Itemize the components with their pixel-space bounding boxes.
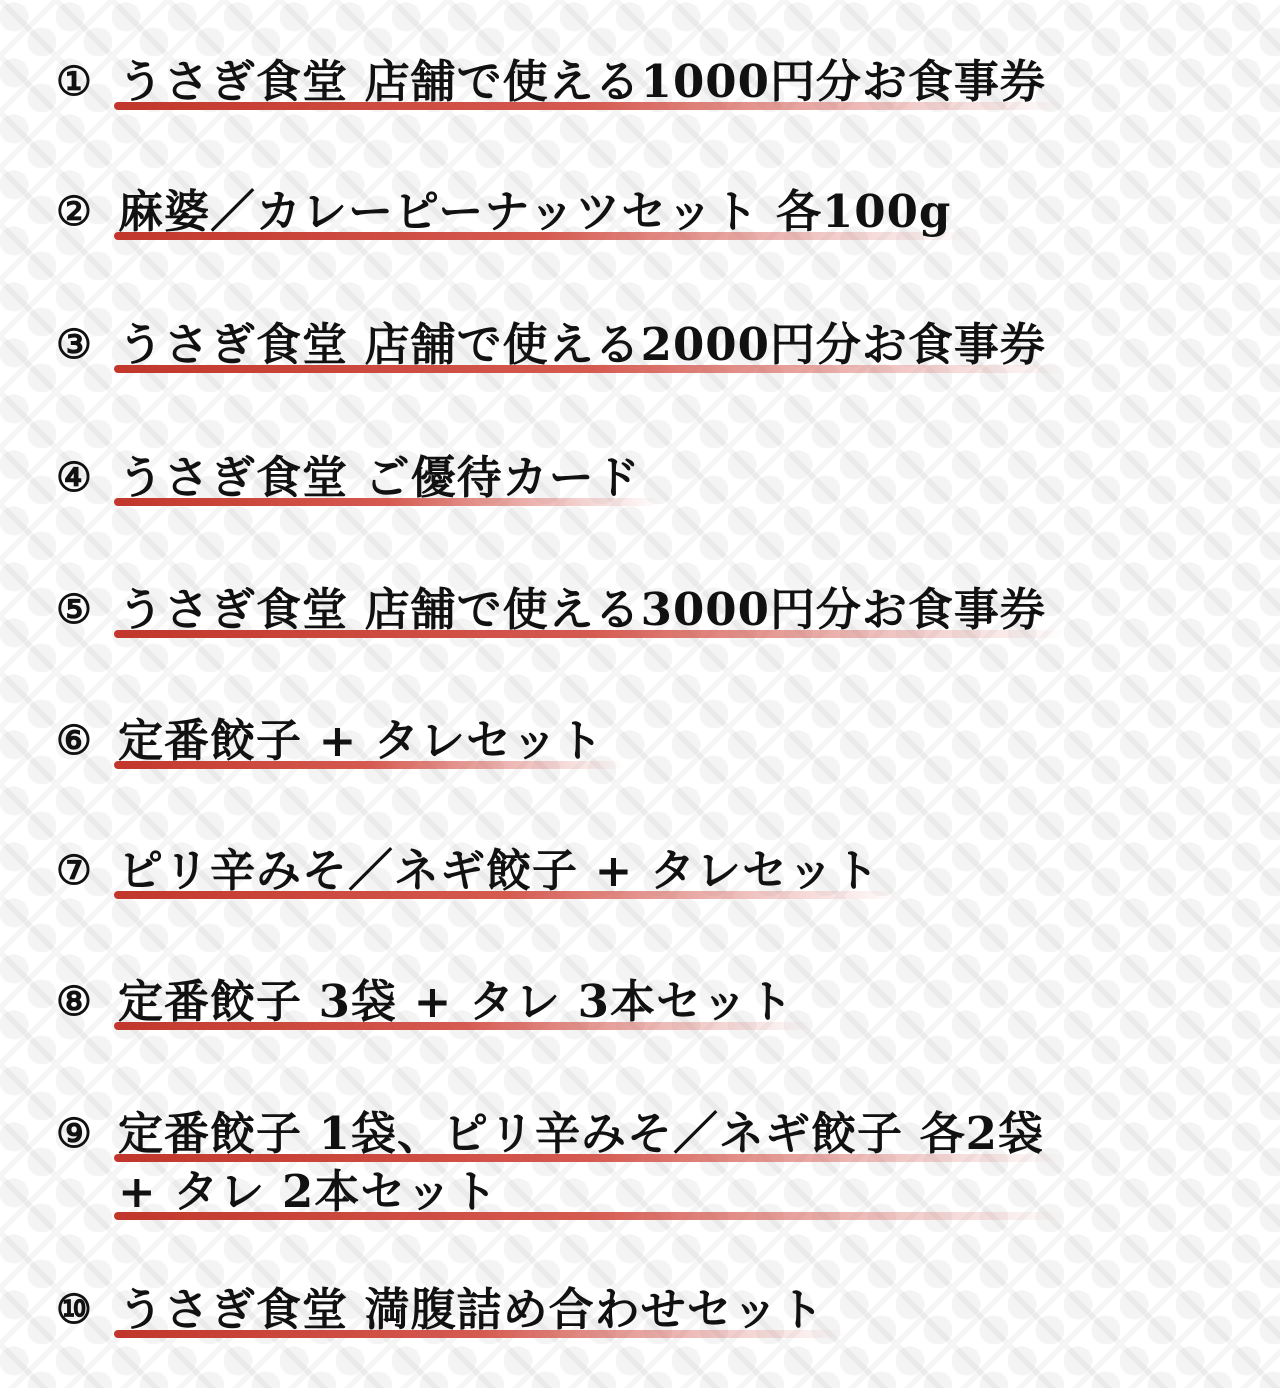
item-text: うさぎ食堂 ご優待カード bbox=[118, 450, 655, 506]
item-number: ⑧ bbox=[56, 978, 92, 1025]
list-item-3 bbox=[56, 317, 1060, 373]
item-number: ② bbox=[56, 188, 92, 235]
item-text: 定番餃子 1袋、ピリ辛みそ／ネギ餃子 各2袋 bbox=[118, 1106, 1058, 1162]
item-text: 麻婆／カレーピーナッツセット 各100g bbox=[118, 184, 965, 240]
item-number: ⑨ bbox=[56, 1110, 92, 1157]
item-text: ピリ辛みそ／ネギ餃子 + タレセット bbox=[118, 843, 894, 899]
item-number: ⑩ bbox=[56, 1286, 92, 1333]
item-number: ① bbox=[56, 58, 92, 105]
list-item-8 bbox=[56, 974, 808, 1030]
item-text: うさぎ食堂 店舗で使える2000円分お食事券 bbox=[118, 317, 1060, 373]
item-number: ③ bbox=[56, 321, 92, 368]
list-item-7 bbox=[56, 843, 894, 899]
item-text: うさぎ食堂 店舗で使える1000円分お食事券 bbox=[118, 54, 1060, 110]
list-item-5 bbox=[56, 582, 1060, 638]
list-item-2 bbox=[56, 184, 965, 240]
item-text: うさぎ食堂 満腹詰め合わせセット bbox=[118, 1282, 839, 1338]
list-item-4 bbox=[56, 450, 655, 506]
list-item-9 bbox=[56, 1106, 1058, 1220]
item-number: ④ bbox=[56, 454, 92, 501]
list-item-10 bbox=[56, 1282, 839, 1338]
item-text: 定番餃子 3袋 + タレ 3本セット bbox=[118, 974, 808, 1030]
item-number: ⑦ bbox=[56, 847, 92, 894]
list-item-1 bbox=[56, 54, 1060, 110]
item-text: うさぎ食堂 店舗で使える3000円分お食事券 bbox=[118, 582, 1060, 638]
item-text: 定番餃子 + タレセット bbox=[118, 713, 618, 769]
item-number: ⑥ bbox=[56, 717, 92, 764]
item-number: ⑤ bbox=[56, 586, 92, 633]
item-text: + タレ 2本セット bbox=[118, 1164, 1058, 1220]
list-item-6 bbox=[56, 713, 618, 769]
